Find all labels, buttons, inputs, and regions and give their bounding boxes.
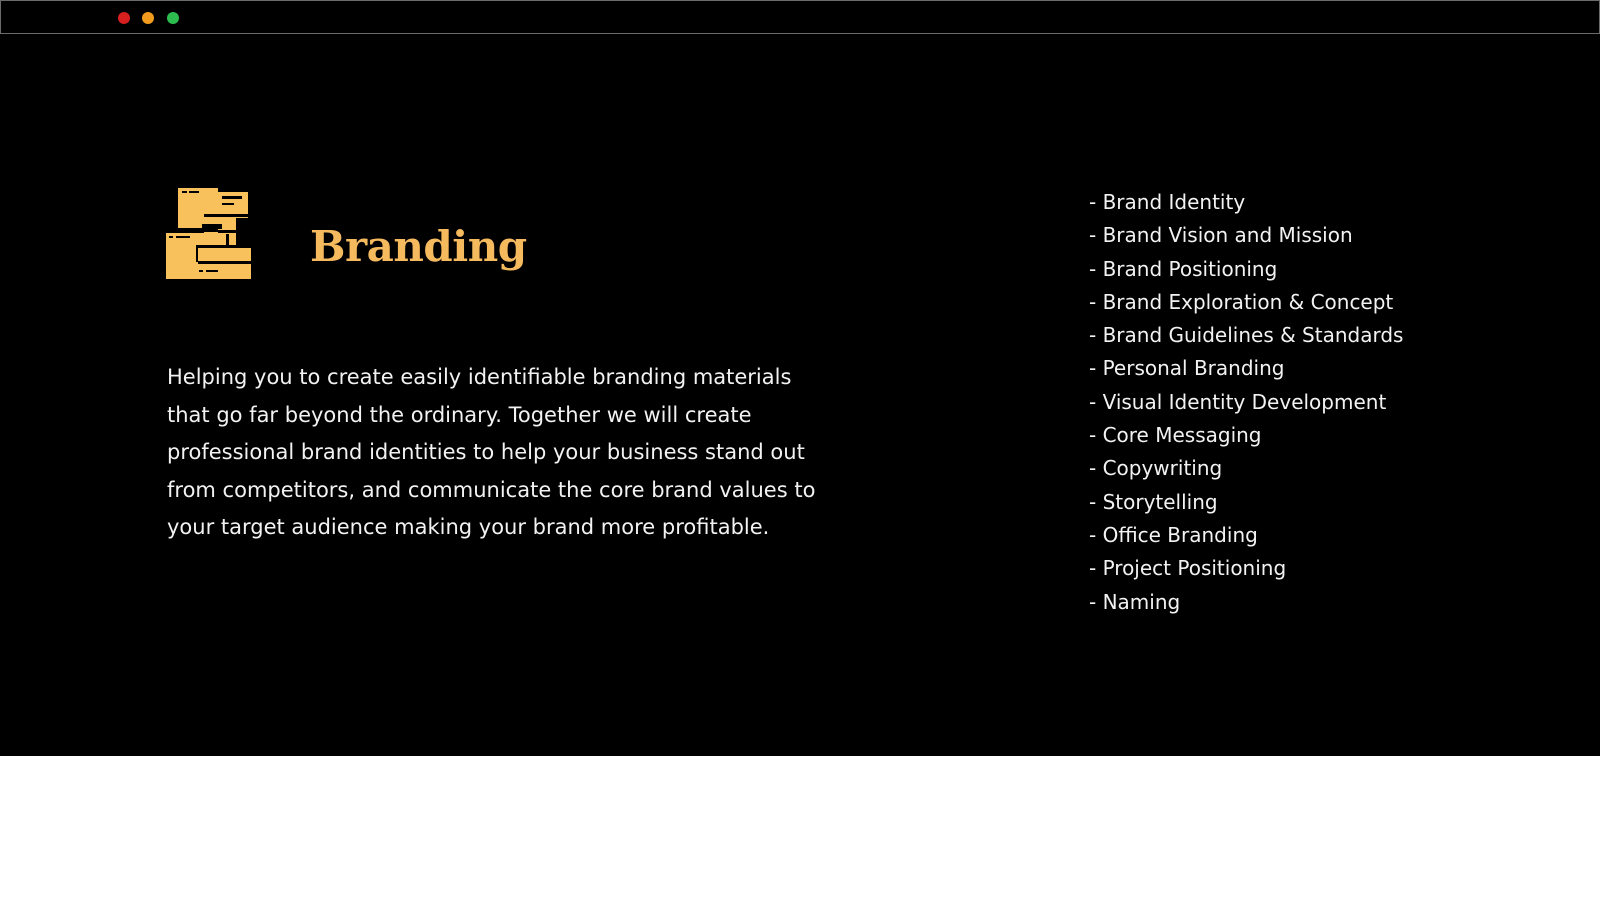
window-title-bar <box>0 0 1600 34</box>
service-item-brand-vision-mission: - Brand Vision and Mission <box>1089 223 1353 248</box>
service-item-core-messaging: - Core Messaging <box>1089 423 1262 448</box>
service-item-visual-identity: - Visual Identity Development <box>1089 389 1387 414</box>
close-window-button[interactable] <box>118 12 130 24</box>
service-item-naming: - Naming <box>1089 589 1181 614</box>
section-title: Branding <box>310 222 527 271</box>
service-item-office-branding: - Office Branding <box>1089 522 1258 547</box>
service-item-brand-identity: - Brand Identity <box>1089 190 1246 214</box>
branding-icon <box>166 188 251 279</box>
service-item-personal-branding: - Personal Branding <box>1089 356 1285 381</box>
minimize-window-button[interactable] <box>142 12 154 24</box>
section-description: Helping you to create easily identifiable branding materials that go far beyond the ordinary. Together we will create professional brand identities to help your business stand out from competitors, and communicate the core brand values to your target audience making your brand more profitable. <box>167 365 816 539</box>
service-item-brand-exploration: - Brand Exploration & Concept <box>1089 289 1394 314</box>
maximize-window-button[interactable] <box>167 12 179 24</box>
branding-section <box>0 34 1600 756</box>
service-item-storytelling: - Storytelling <box>1089 489 1218 514</box>
services-list <box>1089 186 1403 619</box>
service-item-brand-guidelines: - Brand Guidelines & Standards <box>1089 323 1404 348</box>
service-item-project-positioning: - Project Positioning <box>1089 556 1287 581</box>
service-item-copywriting: - Copywriting <box>1089 456 1223 481</box>
service-item-brand-positioning: - Brand Positioning <box>1089 256 1278 281</box>
